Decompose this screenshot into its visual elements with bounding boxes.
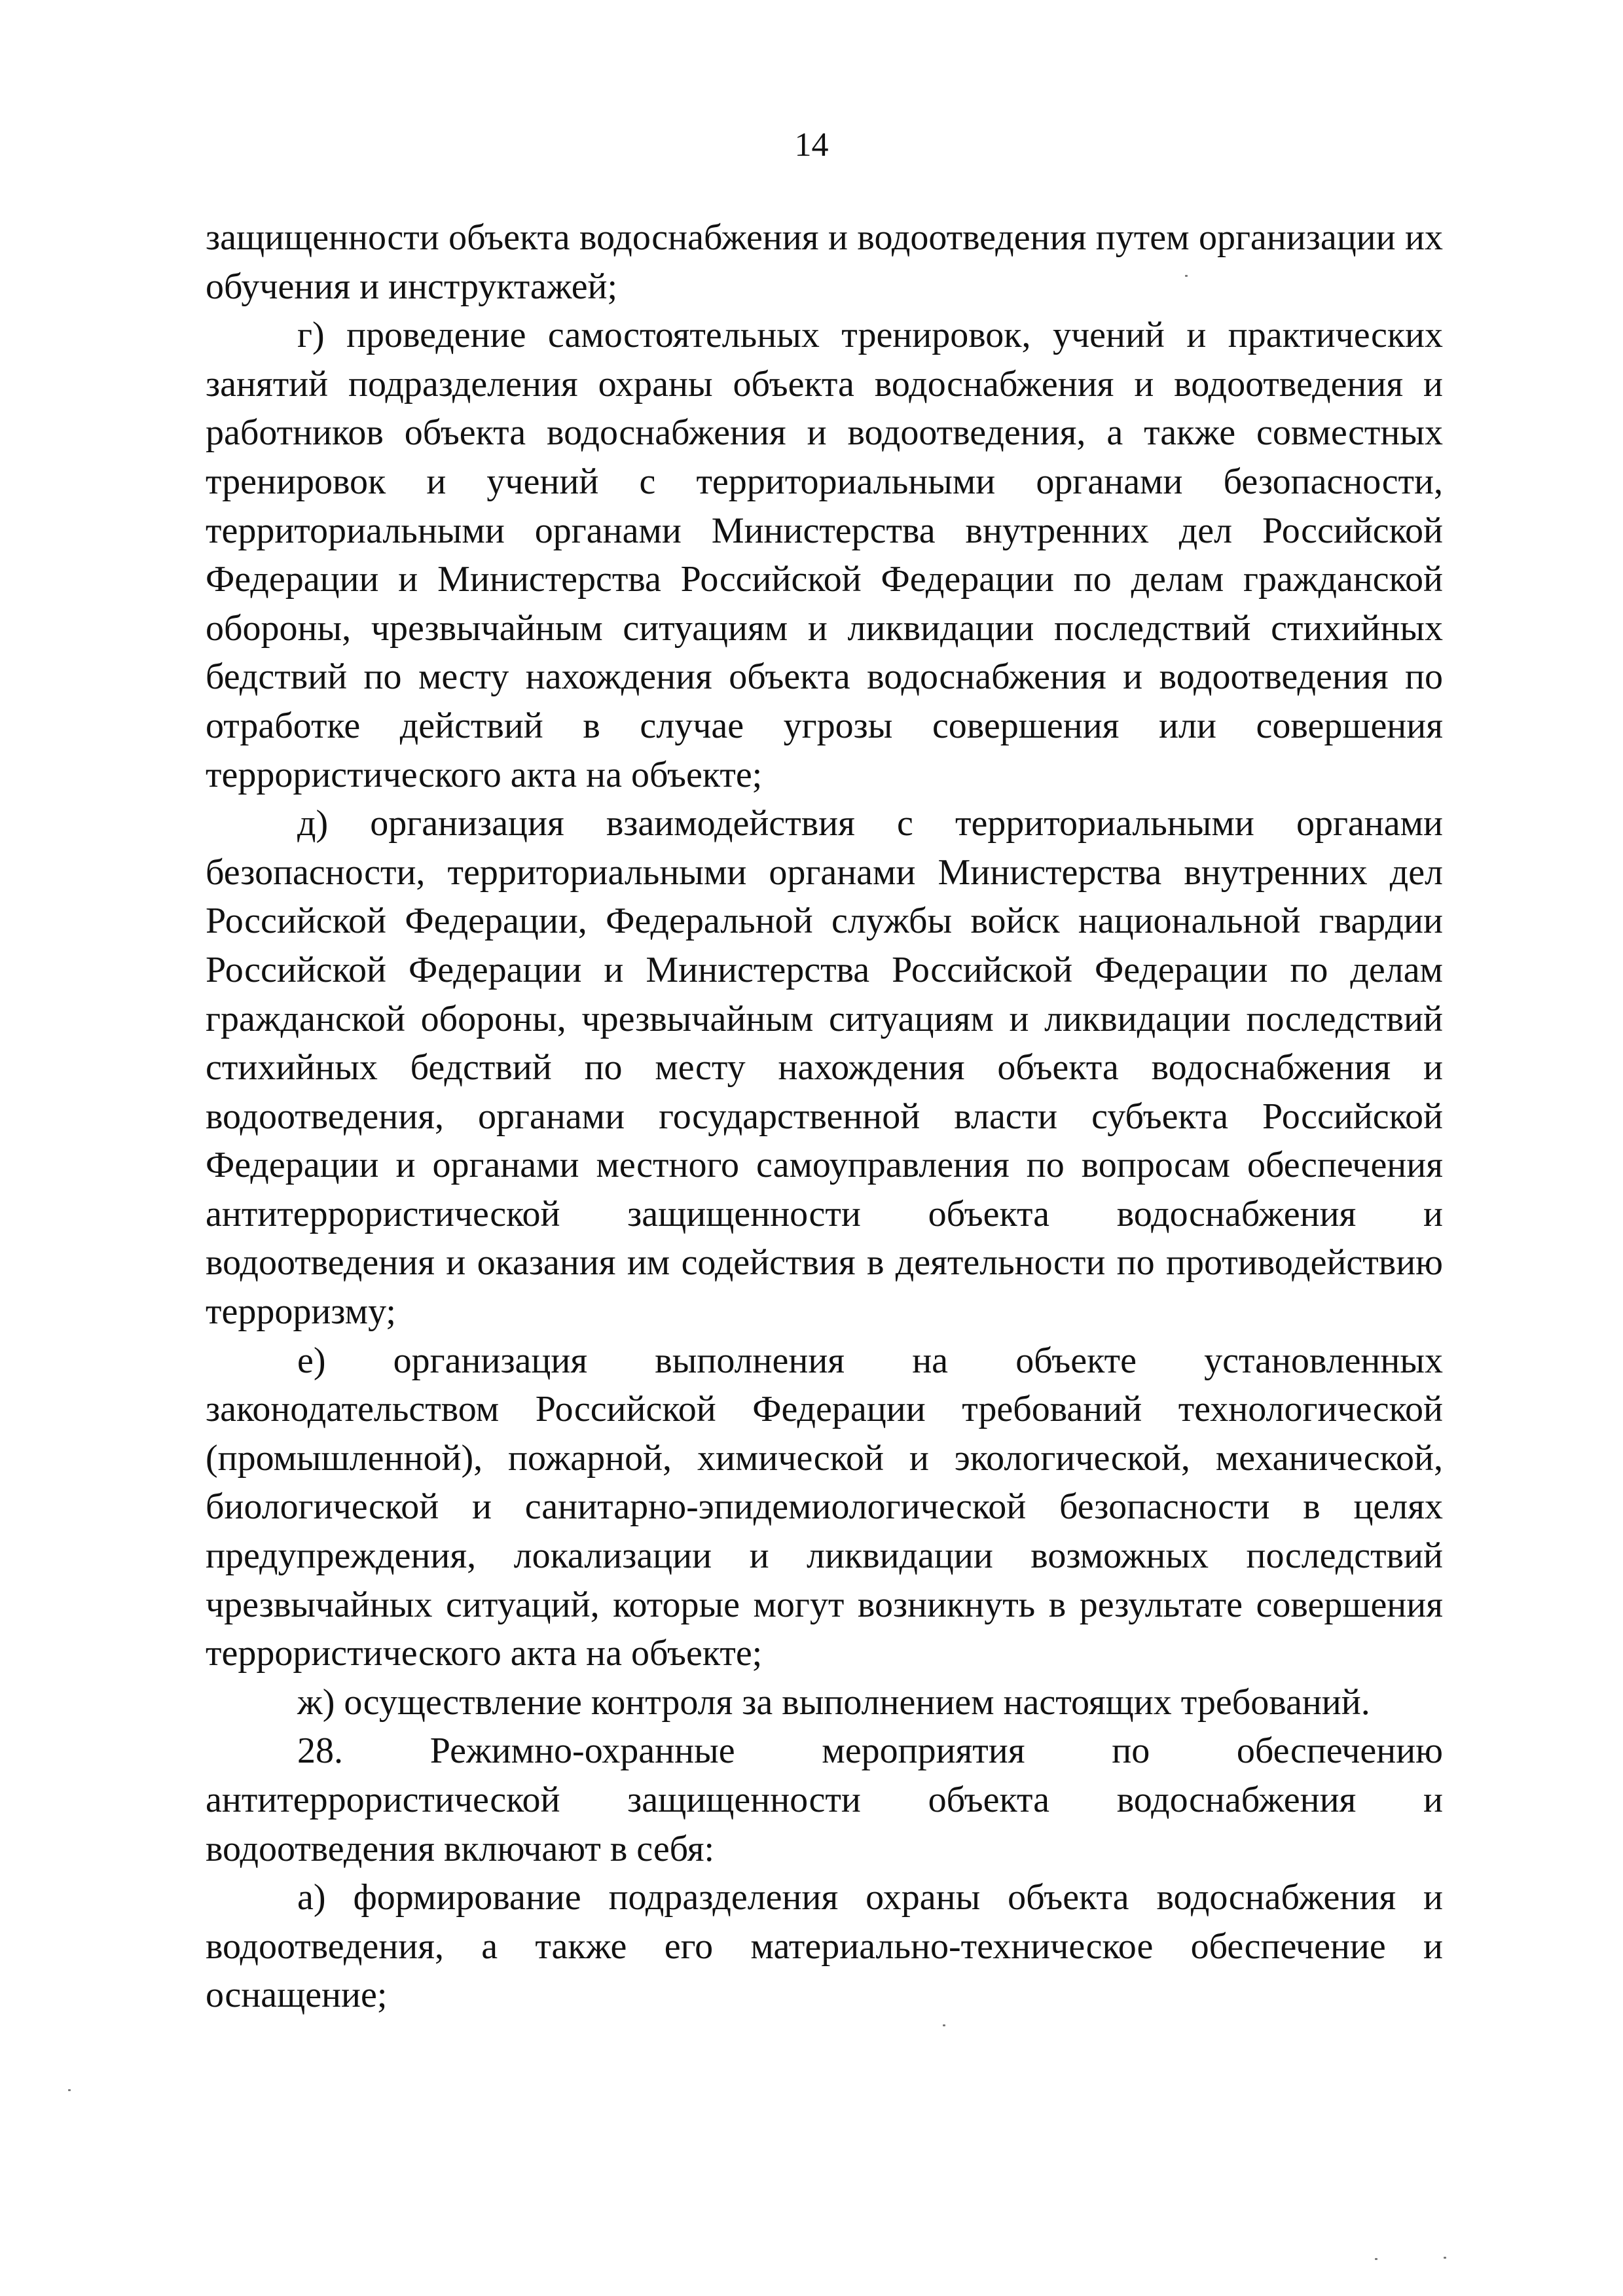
paragraph-continuation: защищенности объекта водоснабжения и водоотведения путем организации их обучения и инструктажей; [206,217,1443,307]
document-body [206,213,1443,2020]
paragraph-item-e: е) организация выполнения на объекте установленных законодательством Российской Федерации требований технологической (промышленной), пожарной, химической и экологической, механической, биологической и санитарно-эпидемиологической безопасности в целях предупреждения, локализации и ликвидации возможных последствий чрезвычайных ситуаций, которые могут возникнуть в результате совершения террористического акта на объекте; [206,1340,1443,1674]
scan-speck [1444,2257,1446,2259]
scan-speck [1185,275,1188,277]
paragraph-item-a: а) формирование подразделения охраны объекта водоснабжения и водоотведения, а также его материально-техническое обеспечение и оснащение; [206,1877,1443,2016]
paragraph-item-g: г) проведение самостоятельных тренировок, учений и практических занятий подразделения охраны объекта водоснабжения и водоотведения и работников объекта водоснабжения и водоотведения, а также совместных тренировок и учений с территориальными органами безопасности, территориальными органами Министерства внутренних дел Российской Федерации и Министерства Российской Федерации по делам гражданской обороны, чрезвычайным ситуациям и ликвидации последствий стихийных бедствий по месту нахождения объекта водоснабжения и водоотведения по отработке действий в случае угрозы совершения или совершения террористического акта на объекте; [206,315,1443,795]
paragraph-item-zh: ж) осуществление контроля за выполнением настоящих требований. [297,1681,1370,1723]
scan-speck [1375,2258,1377,2260]
scan-speck [943,2024,945,2026]
paragraph-section-28: 28. Режимно-охранные мероприятия по обеспечению антитеррористической защищенности объекта водоснабжения и водоотведения включают в себя: [206,1731,1443,1869]
page-number: 14 [794,126,829,164]
scan-speck [68,2089,71,2091]
paragraph-item-d: д) организация взаимодействия с территориальными органами безопасности, территориальными органами Министерства внутренних дел Российской Федерации, Федеральной службы войск национальной гвардии Российской Федерации и Министерства Российской Федерации по делам гражданской обороны, чрезвычайным ситуациям и ликвидации последствий стихийных бедствий по месту нахождения объекта водоснабжения и водоотведения, органами государственной власти субъекта Российской Федерации и органами местного самоуправления по вопросам обеспечения антитеррористической защищенности объекта водоснабжения и водоотведения и оказания им содействия в деятельности по противодействию терроризму; [206,803,1443,1333]
